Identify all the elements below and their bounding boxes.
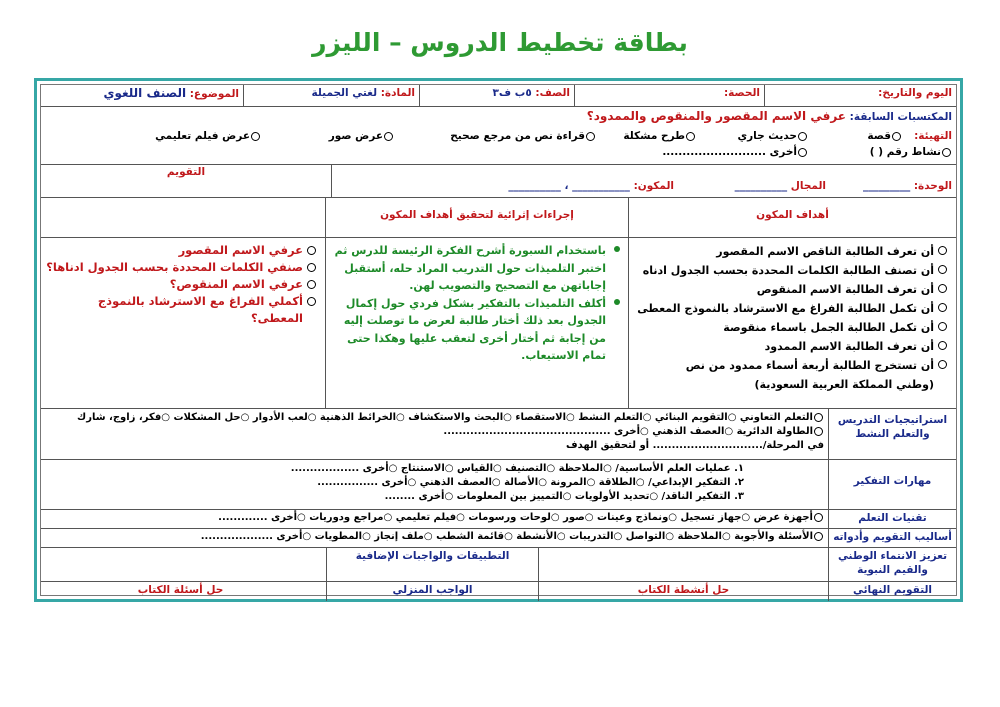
prior-label: المكتسبات السابقة: [849,111,952,123]
evaluation-item: عرفي الاسم المقصور [43,242,317,259]
homework-label: الواجب المنزلي [326,582,538,601]
period-cell[interactable]: الحصة: [574,85,764,106]
objective-item: أن تعرف الطالبة الاسم الممدود [637,337,948,356]
objective-item: أن تعرف الطالبة الاسم المنقوص [637,280,948,299]
header-row [41,85,956,107]
strategies-label: استراتيجيات التدريس والتعلم النشط [828,409,956,459]
component-label: المكون: [633,180,674,192]
procedure-item: باستخدام السبورة أشرح الفكرة الرئيسة للدرس ثم اختبر التلميذات حول التدريب المراد حله، أستقبل إجاباتهن مع التصحيح والتصويب لهن. [334,242,620,295]
topic-cell[interactable]: الموضوع: الصنف اللغوي [103,86,239,100]
subheader-row [41,198,956,238]
intro-activity[interactable]: نشاط رقم ( ) [870,145,952,159]
domain-label: المجال [790,180,826,192]
evaluation-item: أكملي الفراغ مع الاسترشاد بالنموذج المعطى؟ [43,293,317,327]
intro-label: التهيئة: [914,130,952,142]
page-title: بطاقة تخطيط الدروس – الليزر [312,28,688,57]
prior-intro-row [41,107,956,165]
thinking-label: مهارات التفكير [828,460,956,509]
evaluation-item: عرفي الاسم المنقوص؟ [43,276,317,293]
class-cell[interactable]: الصف: ٥ب ف٣ [419,85,574,106]
evaluation-item: صنفي الكلمات المحددة بحسب الجدول ادناها؟ [43,259,317,276]
intro-problem[interactable]: طرح مشكلة [623,129,696,143]
techniques-options[interactable]: أجهزة عرض ○جهاز تسجيل ○ونماذج وعينات ○صور ○لوحات ورسومات ○فيلم تعليمي ○مراجع ودوريات ○أخرى ............. [35,510,828,528]
techniques-label: تقنيات التعلم [828,510,956,528]
assessment-row [41,529,956,548]
intro-reading[interactable]: قراءة نص من مرجع صحيح [450,129,596,143]
book-activities[interactable]: حل أنشطة الكتاب [538,582,828,601]
evaluation-title: التقويم [166,166,206,178]
unit-label: الوحدة: [913,180,952,192]
intro-story[interactable]: قصة [867,129,902,143]
final-eval-label: التقويم النهائي [828,582,956,601]
objective-item: أن تعرف الطالبة الناقص الاسم المقصور [637,242,948,261]
assessment-options[interactable]: الأسئلة والأجوبة ○الملاحظة ○التواصل ○التدريبات ○الأنشطة ○قائمة الشطب ○ملف إنجاز ○المطويات ○أخرى ................... [35,529,828,547]
values-row [41,548,956,582]
objective-extra: (وطني المملكة العربية السعودية) [754,378,934,391]
intro-talk[interactable]: حديث جاري [737,129,808,143]
intro-images[interactable]: عرض صور [329,129,394,143]
assessment-label: أساليب التقويم وأدواته [828,529,956,547]
unit-row: الوحدة: _________ المجال __________ المكون: ___________ ، __________ التقويم [41,165,956,198]
objective-item: أن تصنف الطالبة الكلمات المحددة بحسب الجدول ادناه [637,261,948,280]
applications-label: التطبيقات والواجبات الإضافية [326,548,538,581]
procedure-item: أكلف التلميذات بالتفكير بشكل فردي حول إكمال الجدول بعد ذلك أختار طالبة لعرض ما توصلت إليه من إجابة ثم أختار أخرى لتعقب عليها وهكذا حتى تمام الاستيعاب. [334,295,620,365]
intro-other[interactable]: أخرى .......................... [662,145,808,159]
evaluation-cell [35,238,325,408]
book-questions[interactable]: حل أسئلة الكتاب [137,584,224,596]
intro-film[interactable]: عرض فيلم تعليمي [155,129,261,143]
lesson-plan-card [34,78,963,602]
procedures-title: إجراءات إثرائية لتحقيق أهداف المكون [325,198,628,237]
objectives-title: أهداف المكون [628,198,956,237]
strategies-row [41,409,956,460]
objective-item: أن تكمل الطالبة الجمل باسماء منقوصة [637,318,948,337]
objectives-cell [628,238,956,408]
objective-item: أن تستخرج الطالبة أربعة أسماء ممدود من نص [637,356,948,375]
day-date-cell[interactable]: اليوم والتاريخ: [764,85,956,106]
values-input[interactable] [538,548,828,581]
content-row [41,238,956,409]
values-label: تعزيز الانتماء الوطني والقيم النبوية [828,548,956,581]
thinking-options[interactable]: ١. عمليات العلم الأساسية/ ○الملاحظة ○التصنيف ○القياس ○الاستنتاج ○أخرى .................. ٢. التفكير الإبداعي/ ○الطلاقة ○المرونة ○الأصالة ○العصف الذهني ○أخرى ................ ٣. التفكير الناقد/ ○تحديد الأولويات ○التمييز بين المعلومات ○أخرى ........ [290,463,744,502]
techniques-row [41,510,956,529]
objective-item: أن تكمل الطالبة الفراغ مع الاسترشاد بالنموذج المعطى [637,299,948,318]
procedures-cell [325,238,628,408]
strategies-options[interactable]: التعلم التعاوني ○التقويم البنائي ○التعلم النشط ○الاستقصاء ○البحث والاستكشاف ○الخرائط الذهنية ○لعب الأدوار ○حل المشكلات ○فكر، زاوج، شارك الطاولة الدائرية ○العصف الذهني ○أخرى ............................................ في المرحلة/............................. أو لتحقيق الهدف [77,412,824,451]
subject-cell[interactable]: المادة: لغتي الجميلة [243,85,419,106]
prior-value[interactable]: عرفي الاسم المقصور والمنقوص والممدود؟ [586,109,846,123]
thinking-row [41,460,956,510]
final-row [41,582,956,601]
